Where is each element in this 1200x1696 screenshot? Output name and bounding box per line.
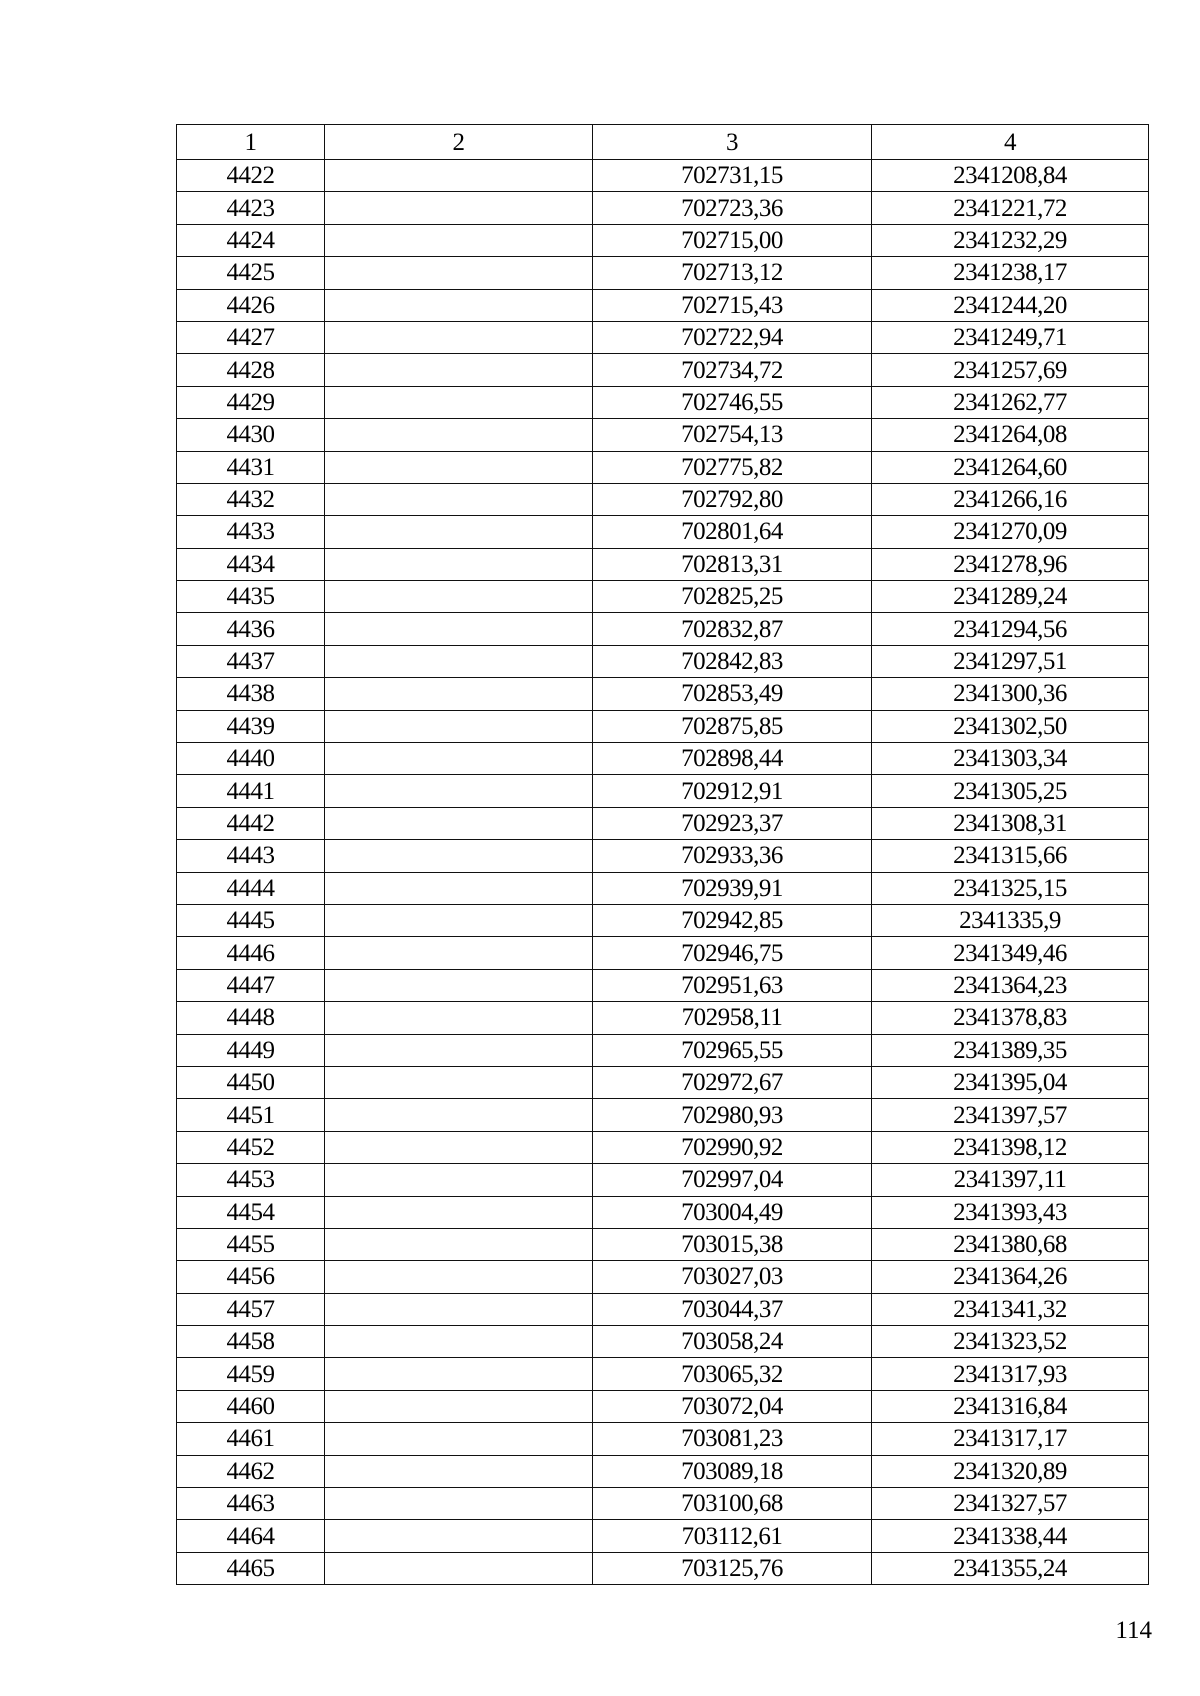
table-row xyxy=(177,807,1149,839)
x-coordinate-cell: 702832,87 xyxy=(593,613,872,645)
point-number-cell: 4426 xyxy=(177,289,325,321)
table-row xyxy=(177,354,1149,386)
table-row xyxy=(177,160,1149,192)
table-row xyxy=(177,1164,1149,1196)
x-coordinate-cell: 702715,00 xyxy=(593,224,872,256)
y-coordinate-cell: 2341335,9 xyxy=(872,904,1149,936)
x-coordinate-cell: 703081,23 xyxy=(593,1423,872,1455)
y-coordinate-cell: 2341397,57 xyxy=(872,1099,1149,1131)
y-coordinate-cell: 2341398,12 xyxy=(872,1131,1149,1163)
header-cell-4: 4 xyxy=(872,125,1149,160)
y-coordinate-cell: 2341289,24 xyxy=(872,581,1149,613)
point-number-cell: 4457 xyxy=(177,1293,325,1325)
column-2-cell xyxy=(325,775,593,807)
x-coordinate-cell: 703112,61 xyxy=(593,1520,872,1552)
point-number-cell: 4444 xyxy=(177,872,325,904)
table-row xyxy=(177,224,1149,256)
table-row xyxy=(177,483,1149,515)
table-body xyxy=(177,160,1149,1585)
x-coordinate-cell: 702754,13 xyxy=(593,419,872,451)
header-cell-2: 2 xyxy=(325,125,593,160)
column-2-cell xyxy=(325,1326,593,1358)
y-coordinate-cell: 2341317,17 xyxy=(872,1423,1149,1455)
column-2-cell xyxy=(325,969,593,1001)
table-row xyxy=(177,1455,1149,1487)
point-number-cell: 4440 xyxy=(177,743,325,775)
column-2-cell xyxy=(325,1066,593,1098)
y-coordinate-cell: 2341303,34 xyxy=(872,743,1149,775)
y-coordinate-cell: 2341389,35 xyxy=(872,1034,1149,1066)
y-coordinate-cell: 2341325,15 xyxy=(872,872,1149,904)
x-coordinate-cell: 703015,38 xyxy=(593,1228,872,1260)
table-row xyxy=(177,1488,1149,1520)
y-coordinate-cell: 2341393,43 xyxy=(872,1196,1149,1228)
point-number-cell: 4427 xyxy=(177,321,325,353)
x-coordinate-cell: 702939,91 xyxy=(593,872,872,904)
page-number: 114 xyxy=(1115,1617,1152,1644)
x-coordinate-cell: 702792,80 xyxy=(593,483,872,515)
point-number-cell: 4465 xyxy=(177,1552,325,1584)
table-row xyxy=(177,1293,1149,1325)
x-coordinate-cell: 702923,37 xyxy=(593,807,872,839)
y-coordinate-cell: 2341208,84 xyxy=(872,160,1149,192)
y-coordinate-cell: 2341264,08 xyxy=(872,419,1149,451)
point-number-cell: 4438 xyxy=(177,678,325,710)
table-header xyxy=(177,125,1149,160)
x-coordinate-cell: 702946,75 xyxy=(593,937,872,969)
column-2-cell xyxy=(325,289,593,321)
point-number-cell: 4460 xyxy=(177,1390,325,1422)
column-2-cell xyxy=(325,1488,593,1520)
point-number-cell: 4449 xyxy=(177,1034,325,1066)
table-row xyxy=(177,1423,1149,1455)
column-2-cell xyxy=(325,1002,593,1034)
table-row xyxy=(177,1034,1149,1066)
column-2-cell xyxy=(325,1034,593,1066)
point-number-cell: 4446 xyxy=(177,937,325,969)
table-row xyxy=(177,645,1149,677)
column-2-cell xyxy=(325,937,593,969)
table-row xyxy=(177,710,1149,742)
column-2-cell xyxy=(325,419,593,451)
table-row xyxy=(177,743,1149,775)
x-coordinate-cell: 702951,63 xyxy=(593,969,872,1001)
y-coordinate-cell: 2341278,96 xyxy=(872,548,1149,580)
header-cell-1: 1 xyxy=(177,125,325,160)
y-coordinate-cell: 2341395,04 xyxy=(872,1066,1149,1098)
column-2-cell xyxy=(325,1293,593,1325)
point-number-cell: 4430 xyxy=(177,419,325,451)
table-row xyxy=(177,613,1149,645)
y-coordinate-cell: 2341349,46 xyxy=(872,937,1149,969)
table-row xyxy=(177,289,1149,321)
point-number-cell: 4436 xyxy=(177,613,325,645)
y-coordinate-cell: 2341270,09 xyxy=(872,516,1149,548)
table-row xyxy=(177,1002,1149,1034)
point-number-cell: 4433 xyxy=(177,516,325,548)
table-row xyxy=(177,192,1149,224)
table-row xyxy=(177,872,1149,904)
y-coordinate-cell: 2341262,77 xyxy=(872,386,1149,418)
table-row xyxy=(177,840,1149,872)
point-number-cell: 4451 xyxy=(177,1099,325,1131)
point-number-cell: 4462 xyxy=(177,1455,325,1487)
x-coordinate-cell: 702980,93 xyxy=(593,1099,872,1131)
x-coordinate-cell: 702734,72 xyxy=(593,354,872,386)
point-number-cell: 4443 xyxy=(177,840,325,872)
x-coordinate-cell: 703065,32 xyxy=(593,1358,872,1390)
coordinates-table xyxy=(176,124,1149,1585)
x-coordinate-cell: 702853,49 xyxy=(593,678,872,710)
x-coordinate-cell: 702842,83 xyxy=(593,645,872,677)
table-row xyxy=(177,904,1149,936)
column-2-cell xyxy=(325,1228,593,1260)
column-2-cell xyxy=(325,613,593,645)
x-coordinate-cell: 702965,55 xyxy=(593,1034,872,1066)
table-row xyxy=(177,321,1149,353)
point-number-cell: 4435 xyxy=(177,581,325,613)
x-coordinate-cell: 703058,24 xyxy=(593,1326,872,1358)
column-2-cell xyxy=(325,678,593,710)
table-row xyxy=(177,937,1149,969)
column-2-cell xyxy=(325,904,593,936)
y-coordinate-cell: 2341315,66 xyxy=(872,840,1149,872)
y-coordinate-cell: 2341327,57 xyxy=(872,1488,1149,1520)
point-number-cell: 4458 xyxy=(177,1326,325,1358)
x-coordinate-cell: 702801,64 xyxy=(593,516,872,548)
column-2-cell xyxy=(325,224,593,256)
y-coordinate-cell: 2341244,20 xyxy=(872,289,1149,321)
y-coordinate-cell: 2341300,36 xyxy=(872,678,1149,710)
table-row xyxy=(177,1261,1149,1293)
x-coordinate-cell: 702813,31 xyxy=(593,548,872,580)
point-number-cell: 4464 xyxy=(177,1520,325,1552)
point-number-cell: 4429 xyxy=(177,386,325,418)
table-row xyxy=(177,1326,1149,1358)
x-coordinate-cell: 702715,43 xyxy=(593,289,872,321)
x-coordinate-cell: 702997,04 xyxy=(593,1164,872,1196)
x-coordinate-cell: 703100,68 xyxy=(593,1488,872,1520)
point-number-cell: 4456 xyxy=(177,1261,325,1293)
table-row xyxy=(177,516,1149,548)
table-row xyxy=(177,386,1149,418)
column-2-cell xyxy=(325,354,593,386)
x-coordinate-cell: 702825,25 xyxy=(593,581,872,613)
point-number-cell: 4432 xyxy=(177,483,325,515)
point-number-cell: 4442 xyxy=(177,807,325,839)
x-coordinate-cell: 702972,67 xyxy=(593,1066,872,1098)
point-number-cell: 4454 xyxy=(177,1196,325,1228)
column-2-cell xyxy=(325,1131,593,1163)
point-number-cell: 4461 xyxy=(177,1423,325,1455)
column-2-cell xyxy=(325,548,593,580)
column-2-cell xyxy=(325,807,593,839)
table-row xyxy=(177,969,1149,1001)
column-2-cell xyxy=(325,386,593,418)
column-2-cell xyxy=(325,451,593,483)
x-coordinate-cell: 703089,18 xyxy=(593,1455,872,1487)
column-2-cell xyxy=(325,1099,593,1131)
y-coordinate-cell: 2341341,32 xyxy=(872,1293,1149,1325)
x-coordinate-cell: 702898,44 xyxy=(593,743,872,775)
y-coordinate-cell: 2341266,16 xyxy=(872,483,1149,515)
x-coordinate-cell: 702722,94 xyxy=(593,321,872,353)
x-coordinate-cell: 702723,36 xyxy=(593,192,872,224)
y-coordinate-cell: 2341380,68 xyxy=(872,1228,1149,1260)
table-row xyxy=(177,1228,1149,1260)
point-number-cell: 4428 xyxy=(177,354,325,386)
column-2-cell xyxy=(325,1261,593,1293)
table-row xyxy=(177,419,1149,451)
y-coordinate-cell: 2341257,69 xyxy=(872,354,1149,386)
column-2-cell xyxy=(325,1196,593,1228)
point-number-cell: 4422 xyxy=(177,160,325,192)
table-row xyxy=(177,581,1149,613)
column-2-cell xyxy=(325,710,593,742)
x-coordinate-cell: 703004,49 xyxy=(593,1196,872,1228)
y-coordinate-cell: 2341338,44 xyxy=(872,1520,1149,1552)
point-number-cell: 4452 xyxy=(177,1131,325,1163)
header-cell-3: 3 xyxy=(593,125,872,160)
column-2-cell xyxy=(325,872,593,904)
point-number-cell: 4447 xyxy=(177,969,325,1001)
column-2-cell xyxy=(325,1423,593,1455)
x-coordinate-cell: 702875,85 xyxy=(593,710,872,742)
x-coordinate-cell: 702933,36 xyxy=(593,840,872,872)
y-coordinate-cell: 2341317,93 xyxy=(872,1358,1149,1390)
point-number-cell: 4450 xyxy=(177,1066,325,1098)
y-coordinate-cell: 2341305,25 xyxy=(872,775,1149,807)
x-coordinate-cell: 702912,91 xyxy=(593,775,872,807)
point-number-cell: 4423 xyxy=(177,192,325,224)
y-coordinate-cell: 2341221,72 xyxy=(872,192,1149,224)
column-2-cell xyxy=(325,1552,593,1584)
table-row xyxy=(177,451,1149,483)
y-coordinate-cell: 2341320,89 xyxy=(872,1455,1149,1487)
point-number-cell: 4455 xyxy=(177,1228,325,1260)
x-coordinate-cell: 702958,11 xyxy=(593,1002,872,1034)
y-coordinate-cell: 2341316,84 xyxy=(872,1390,1149,1422)
point-number-cell: 4453 xyxy=(177,1164,325,1196)
x-coordinate-cell: 703027,03 xyxy=(593,1261,872,1293)
table-row xyxy=(177,1196,1149,1228)
table-row xyxy=(177,1390,1149,1422)
column-2-cell xyxy=(325,1358,593,1390)
x-coordinate-cell: 702942,85 xyxy=(593,904,872,936)
column-2-cell xyxy=(325,516,593,548)
point-number-cell: 4459 xyxy=(177,1358,325,1390)
x-coordinate-cell: 703072,04 xyxy=(593,1390,872,1422)
y-coordinate-cell: 2341364,23 xyxy=(872,969,1149,1001)
column-2-cell xyxy=(325,192,593,224)
x-coordinate-cell: 702731,15 xyxy=(593,160,872,192)
column-2-cell xyxy=(325,1164,593,1196)
point-number-cell: 4424 xyxy=(177,224,325,256)
column-2-cell xyxy=(325,257,593,289)
y-coordinate-cell: 2341364,26 xyxy=(872,1261,1149,1293)
column-2-cell xyxy=(325,483,593,515)
column-2-cell xyxy=(325,581,593,613)
x-coordinate-cell: 703044,37 xyxy=(593,1293,872,1325)
column-2-cell xyxy=(325,840,593,872)
table-row xyxy=(177,257,1149,289)
table-row xyxy=(177,1552,1149,1584)
column-2-cell xyxy=(325,160,593,192)
table-row xyxy=(177,1520,1149,1552)
point-number-cell: 4439 xyxy=(177,710,325,742)
point-number-cell: 4441 xyxy=(177,775,325,807)
column-2-cell xyxy=(325,1520,593,1552)
y-coordinate-cell: 2341238,17 xyxy=(872,257,1149,289)
point-number-cell: 4463 xyxy=(177,1488,325,1520)
y-coordinate-cell: 2341355,24 xyxy=(872,1552,1149,1584)
y-coordinate-cell: 2341378,83 xyxy=(872,1002,1149,1034)
y-coordinate-cell: 2341308,31 xyxy=(872,807,1149,839)
point-number-cell: 4434 xyxy=(177,548,325,580)
table-row xyxy=(177,775,1149,807)
column-2-cell xyxy=(325,1390,593,1422)
x-coordinate-cell: 702990,92 xyxy=(593,1131,872,1163)
table-row xyxy=(177,1131,1149,1163)
table-row xyxy=(177,1358,1149,1390)
x-coordinate-cell: 702775,82 xyxy=(593,451,872,483)
column-2-cell xyxy=(325,645,593,677)
point-number-cell: 4445 xyxy=(177,904,325,936)
y-coordinate-cell: 2341397,11 xyxy=(872,1164,1149,1196)
y-coordinate-cell: 2341302,50 xyxy=(872,710,1149,742)
point-number-cell: 4448 xyxy=(177,1002,325,1034)
column-2-cell xyxy=(325,743,593,775)
y-coordinate-cell: 2341232,29 xyxy=(872,224,1149,256)
header-row xyxy=(177,125,1149,160)
y-coordinate-cell: 2341294,56 xyxy=(872,613,1149,645)
y-coordinate-cell: 2341323,52 xyxy=(872,1326,1149,1358)
point-number-cell: 4437 xyxy=(177,645,325,677)
y-coordinate-cell: 2341264,60 xyxy=(872,451,1149,483)
table-row xyxy=(177,1066,1149,1098)
point-number-cell: 4431 xyxy=(177,451,325,483)
y-coordinate-cell: 2341249,71 xyxy=(872,321,1149,353)
table-row xyxy=(177,1099,1149,1131)
column-2-cell xyxy=(325,321,593,353)
x-coordinate-cell: 702746,55 xyxy=(593,386,872,418)
column-2-cell xyxy=(325,1455,593,1487)
table-row xyxy=(177,678,1149,710)
x-coordinate-cell: 703125,76 xyxy=(593,1552,872,1584)
x-coordinate-cell: 702713,12 xyxy=(593,257,872,289)
point-number-cell: 4425 xyxy=(177,257,325,289)
table-row xyxy=(177,548,1149,580)
y-coordinate-cell: 2341297,51 xyxy=(872,645,1149,677)
